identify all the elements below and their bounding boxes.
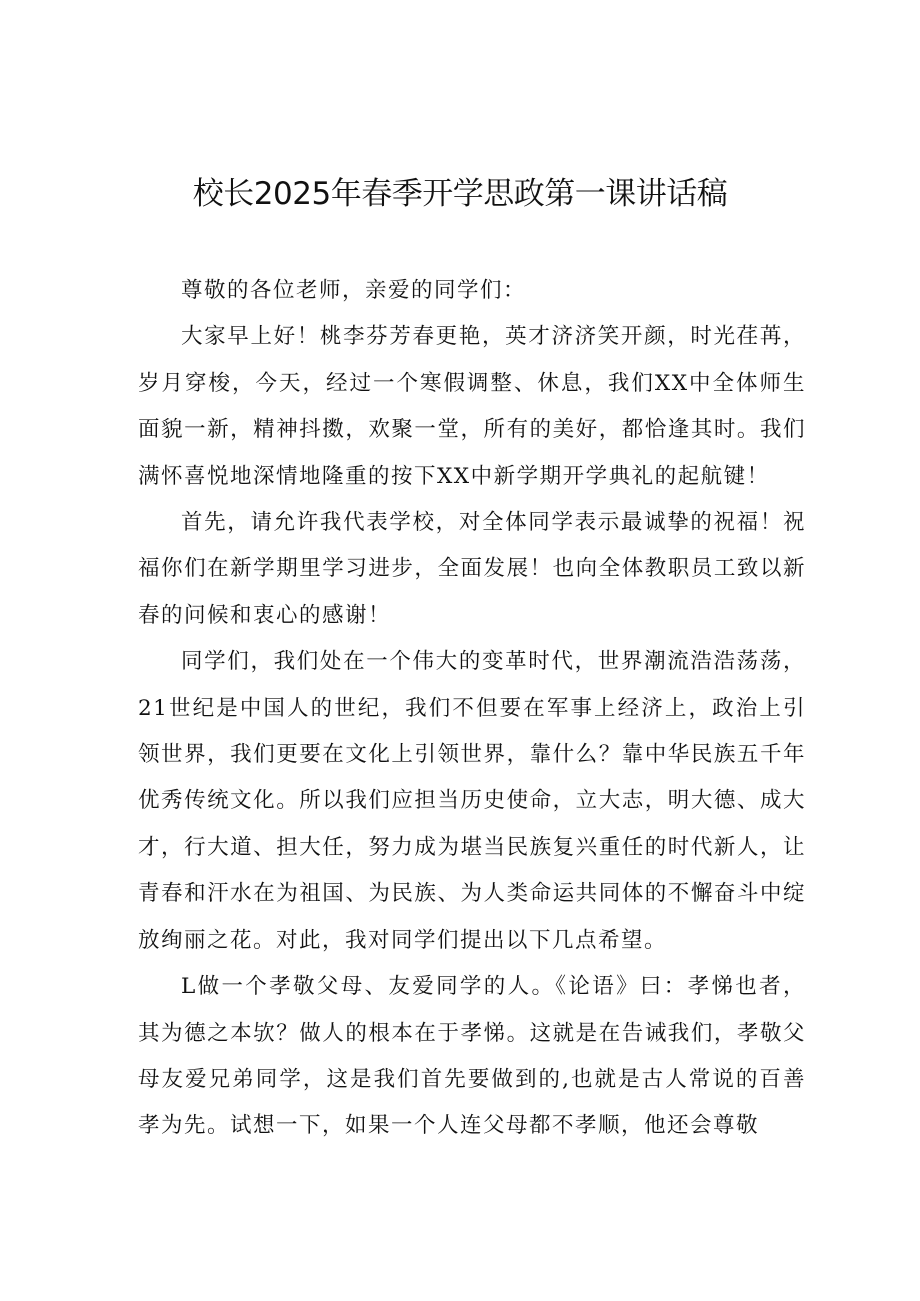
body-paragraph: 同学们，我们处在一个伟大的变革时代，世界潮流浩浩荡荡，21世纪是中国人的世纪，我们不但要在军事上经济上，政治上引领世界，我们更要在文化上引领世界，靠什么？靠中华民族五千年优秀传统文化。所以我们应担当历史使命，立大志，明大德、成大才，行大道、担大任，努力成为堪当民族复兴重任的时代新人，让青春和汗水在为祖国、为民族、为人类命运共同体的不懈奋斗中绽放绚丽之花。对此，我对同学们提出以下几点希望。 <box>138 649 806 953</box>
greeting-paragraph: 尊敬的各位老师，亲爱的同学们： <box>181 278 527 303</box>
body-paragraph: L做一个孝敬父母、友爱同学的人。《论语》曰：孝悌也者，其为德之本欤？做人的根本在于孝悌。这就是在告诫我们，孝敬父母友爱兄弟同学，这是我们首先要做到的,也就是古人常说的百善孝为先。试想一下，如果一个人连父母都不孝顺，他还会尊敬 <box>138 974 806 1139</box>
document-body <box>138 268 806 1150</box>
document-title: 校长2025年春季开学思政第一课讲话稿 <box>192 176 728 212</box>
body-paragraph: 首先，请允许我代表学校，对全体同学表示最诚挚的祝福！祝福你们在新学期里学习进步，全面发展！也向全体教职员工致以新春的问候和衷心的感谢！ <box>138 510 806 628</box>
body-paragraph: 大家早上好！桃李芬芳春更艳，英才济济笑开颜，时光荏苒，岁月穿梭，今天，经过一个寒假调整、休息，我们XX中全体师生面貌一新，精神抖擞，欢聚一堂，所有的美好，都恰逢其时。我们满怀喜悦地深情地隆重的按下XX中新学期开学典礼的起航键！ <box>138 324 806 489</box>
